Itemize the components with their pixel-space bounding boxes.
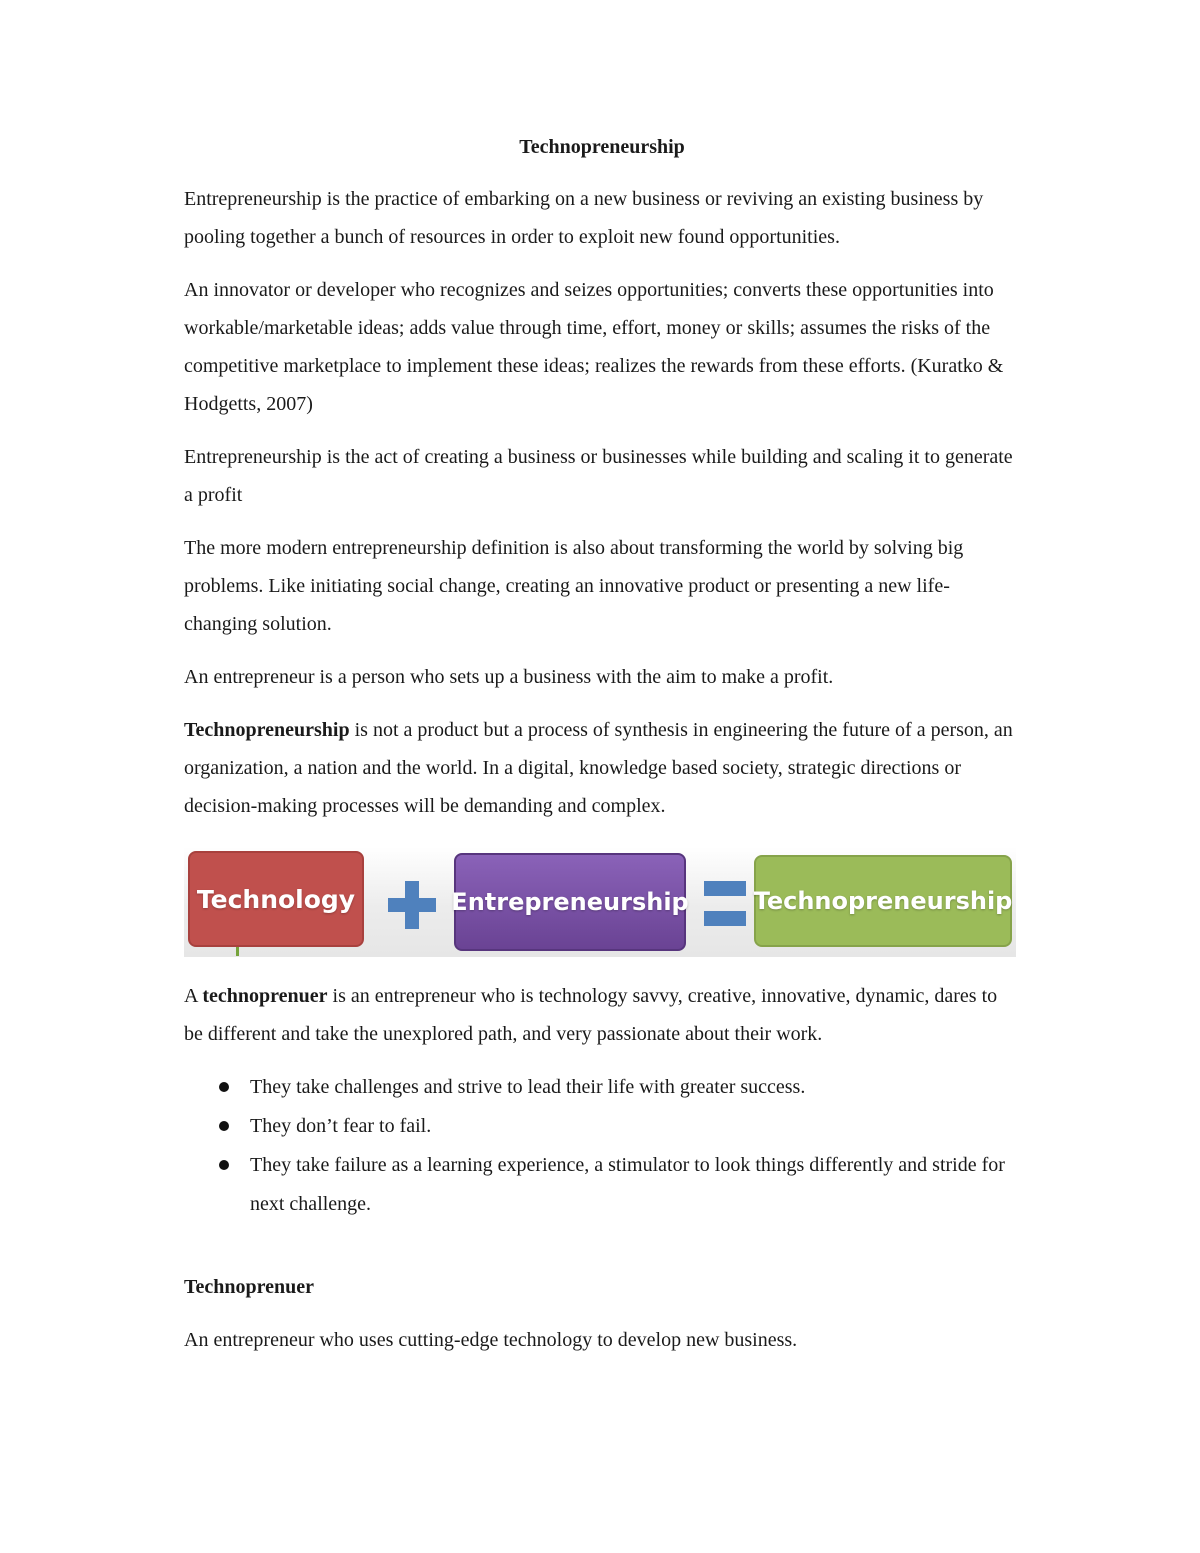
list-item-text: They take failure as a learning experience, a stimulator to look things differently and stride for next challenge. [250, 1154, 1005, 1215]
list-item [184, 1107, 1020, 1146]
paragraph-technopreneurship [184, 711, 1020, 825]
technopreneurship-term: Technopreneurship [184, 719, 350, 741]
bullet-icon [219, 1082, 229, 1092]
list-item [184, 1146, 1020, 1224]
equals-icon [704, 881, 746, 927]
equation-diagram [184, 847, 1016, 957]
paragraph-entrepreneur-person: An entrepreneur is a person who sets up a business with the aim to make a profit. [184, 666, 834, 688]
list-item-text: They take challenges and strive to lead their life with greater success. [250, 1076, 806, 1098]
list-item [184, 1068, 1020, 1107]
paragraph-modern-definition: The more modern entrepreneurship definition is also about transforming the world by solving big problems. Like initiating social change, creating an innovative product or presenting a new life-changing solution. [184, 537, 964, 635]
technoprenuer-term: technoprenuer [202, 985, 328, 1007]
section-heading: Technoprenuer [184, 1276, 315, 1298]
technology-box: Technology [188, 851, 364, 947]
paragraph-entrepreneurship-definition: Entrepreneurship is the practice of embarking on a new business or reviving an existing business by pooling together a bunch of resources in order to exploit new found opportunities. [184, 188, 984, 248]
technopreneurship-box: Technopreneurship [754, 855, 1012, 947]
technoprenuer-description: is an entrepreneur who is technology savvy, creative, innovative, dynamic, dares to be different and take the unexplored path, and very passionate about their work. [184, 985, 998, 1045]
plus-icon [388, 881, 436, 929]
technopreneurship-description: is not a product but a process of synthesis in engineering the future of a person, an organization, a nation and the world. In a digital, knowledge based society, strategic directions or decision-making processes will be demanding and complex. [184, 719, 1013, 817]
document-body [184, 128, 1020, 1374]
bullet-list [184, 1068, 1020, 1224]
bullet-icon [219, 1160, 229, 1170]
technoprenuer-lead: A [184, 985, 203, 1007]
paragraph-final: An entrepreneur who uses cutting-edge technology to develop new business. [184, 1329, 798, 1351]
paragraph-innovator: An innovator or developer who recognizes and seizes opportunities; converts these opportunities into workable/marketable ideas; adds value through time, effort, money or skills; assumes the risks of the competitive marketplace to implement these ideas; realizes the rewards from these efforts. (Kuratko & Hodgetts, 2007) [184, 279, 1004, 415]
diagram-artifact [236, 947, 239, 956]
bullet-icon [219, 1121, 229, 1131]
list-item-text: They don’t fear to fail. [250, 1115, 432, 1137]
document-title: Technopreneurship [519, 136, 685, 158]
entrepreneurship-box: Entrepreneurship [454, 853, 686, 951]
paragraph-technoprenuer [184, 977, 1020, 1053]
paragraph-act-of-creating: Entrepreneurship is the act of creating a business or businesses while building and scaling it to generate a profit [184, 446, 1013, 506]
